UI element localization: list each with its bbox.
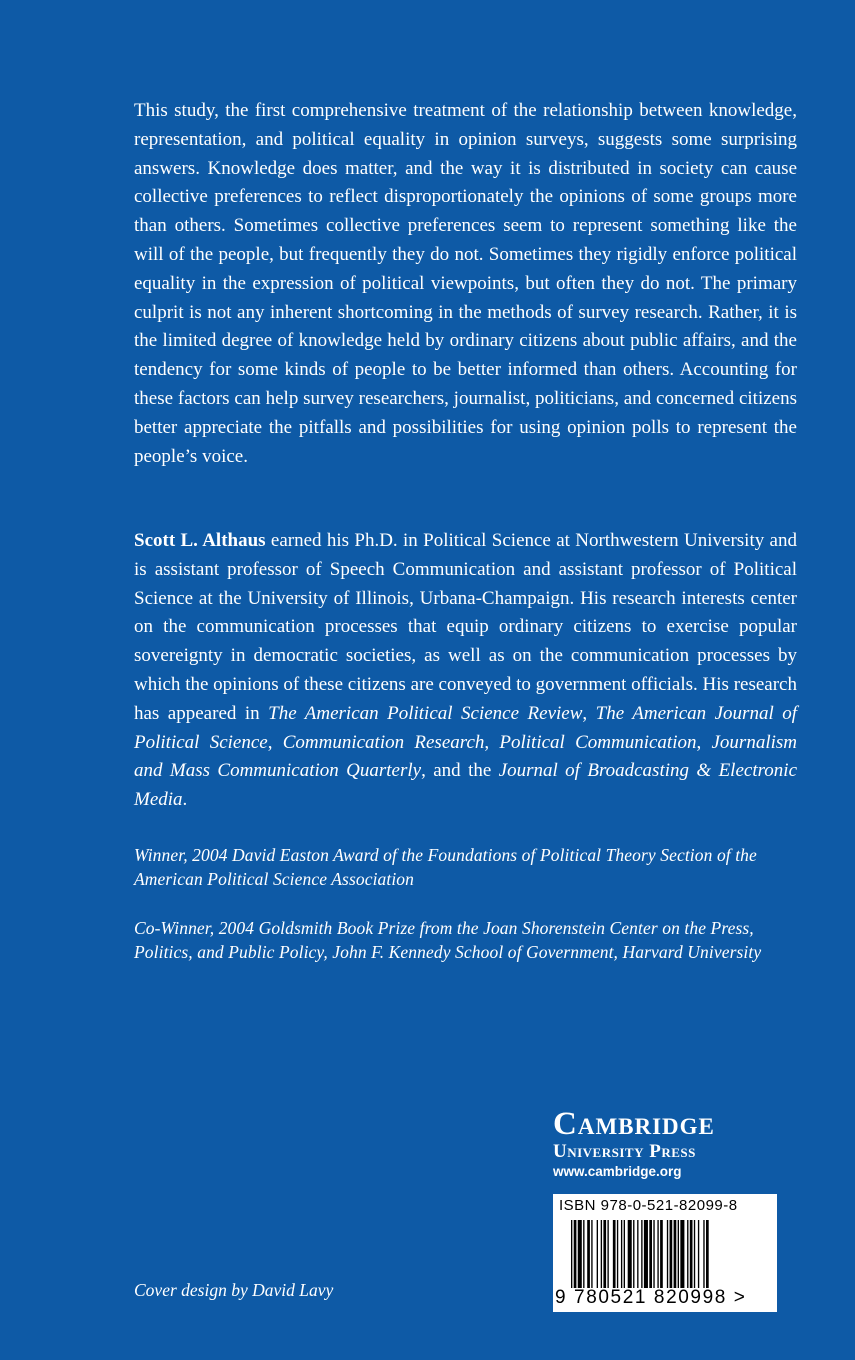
barcode-bar bbox=[617, 1220, 618, 1288]
journal-title: Journalism and Mass Communication Quarterly bbox=[134, 731, 797, 782]
barcode-bar bbox=[587, 1220, 590, 1288]
barcode-bar bbox=[649, 1220, 652, 1288]
barcode-bar bbox=[613, 1220, 616, 1288]
barcode-bar bbox=[624, 1220, 625, 1288]
award-easton: Winner, 2004 David Easton Award of the Foundations of Political Theory Section of the American Political Science Association bbox=[134, 845, 757, 889]
barcode-bar bbox=[591, 1220, 592, 1288]
publisher-name: Cambridge bbox=[553, 1106, 715, 1142]
barcode-bar bbox=[657, 1220, 658, 1288]
isbn-barcode bbox=[553, 1194, 777, 1312]
cover-design-credit: Cover design by David Lavy bbox=[134, 1280, 334, 1300]
barcode-bar bbox=[690, 1220, 693, 1288]
journal-title: The American Journal of Political Science bbox=[134, 702, 797, 753]
barcode-bar bbox=[653, 1220, 654, 1288]
publisher-url[interactable]: www.cambridge.org bbox=[553, 1164, 682, 1179]
barcode-bar bbox=[680, 1220, 684, 1288]
separator: , bbox=[484, 731, 500, 753]
barcode-bar bbox=[597, 1220, 598, 1288]
barcode-bar bbox=[706, 1220, 709, 1288]
barcode-bar bbox=[607, 1220, 608, 1288]
barcode-bar bbox=[703, 1220, 704, 1288]
separator: , bbox=[582, 702, 596, 724]
publisher-subtitle: University Press bbox=[553, 1141, 696, 1162]
barcode-bar bbox=[641, 1220, 642, 1288]
barcode-bar bbox=[674, 1220, 677, 1288]
journal-title: Journal of Broadcasting & Electronic Media bbox=[134, 760, 797, 811]
barcode-bar bbox=[678, 1220, 679, 1288]
journal-title: The American Political Science Review bbox=[268, 702, 583, 724]
barcode-bar bbox=[694, 1220, 695, 1288]
barcode-bar bbox=[633, 1220, 634, 1288]
author-bio-paragraph bbox=[134, 527, 797, 815]
barcode-bar bbox=[637, 1220, 638, 1288]
blurb-paragraph: This study, the first comprehensive treatment of the relationship between knowledge, representation, and political equality in opinion surveys, suggests some surprising answers. Knowledge does matter, and the way it is distributed in society can cause collective preferences to reflect disproportionately the opinions of some groups more than others. Sometimes collective preferences seem to represent something like the will of the people, but frequently they do not. Sometimes they rigidly enforce political equality in the expression of political viewpoints, but often they do not. The primary culprit is not any inherent shortcoming in the methods of survey research. Rather, it is the limited degree of knowledge held by ordinary citizens about public affairs, and the tendency for some kinds of people to be better informed than others. Accounting for these factors can help survey researchers, journalist, politicians, and concerned citizens better appreciate the pitfalls and possibilities for using opinion polls to represent the people’s voice. bbox=[134, 100, 797, 467]
journal-title: Communication Research bbox=[282, 731, 485, 753]
journal-title: Political Communication bbox=[499, 731, 697, 753]
barcode-bar bbox=[667, 1220, 668, 1288]
barcode-bar bbox=[687, 1220, 688, 1288]
separator: . bbox=[182, 789, 188, 811]
barcode-bar bbox=[574, 1220, 577, 1288]
barcode-bar bbox=[603, 1220, 606, 1288]
barcode-bar bbox=[571, 1220, 572, 1288]
separator: , bbox=[267, 731, 283, 753]
barcode-number: 9 780521 820998 > bbox=[555, 1287, 747, 1308]
barcode-bar bbox=[583, 1220, 584, 1288]
separator: , bbox=[696, 731, 712, 753]
author-bio-intro: earned his Ph.D. in Political Science at Northwestern University and is assistant professor of Speech Communication and assistant professor of Political Science at the University of Illinois, Urbana-Champaign. His research interests center on the communication processes that equip ordinary citizens to exercise popular sovereignty in democratic societies, as well as on the communication processes by which the opinions of these citizens are conveyed to government officials. His research has appeared in bbox=[134, 530, 797, 724]
isbn-label: ISBN 978-0-521-82099-8 bbox=[559, 1197, 738, 1214]
separator: , and the bbox=[421, 760, 499, 782]
barcode-bar bbox=[601, 1220, 602, 1288]
barcode-bar bbox=[621, 1220, 622, 1288]
barcode-bars bbox=[571, 1220, 761, 1288]
barcode-bar bbox=[698, 1220, 699, 1288]
award-goldsmith: Co-Winner, 2004 Goldsmith Book Prize from the Joan Shorenstein Center on the Press, Politics, and Public Policy, John F. Kennedy School of Government, Harvard University bbox=[134, 918, 762, 962]
barcode-bar bbox=[578, 1220, 582, 1288]
barcode-bar bbox=[660, 1220, 663, 1288]
publisher-logo bbox=[553, 1106, 777, 1179]
barcode-bar bbox=[644, 1220, 648, 1288]
barcode-bar bbox=[628, 1220, 632, 1288]
author-name: Scott L. Althaus bbox=[134, 530, 266, 551]
barcode-bar bbox=[670, 1220, 673, 1288]
